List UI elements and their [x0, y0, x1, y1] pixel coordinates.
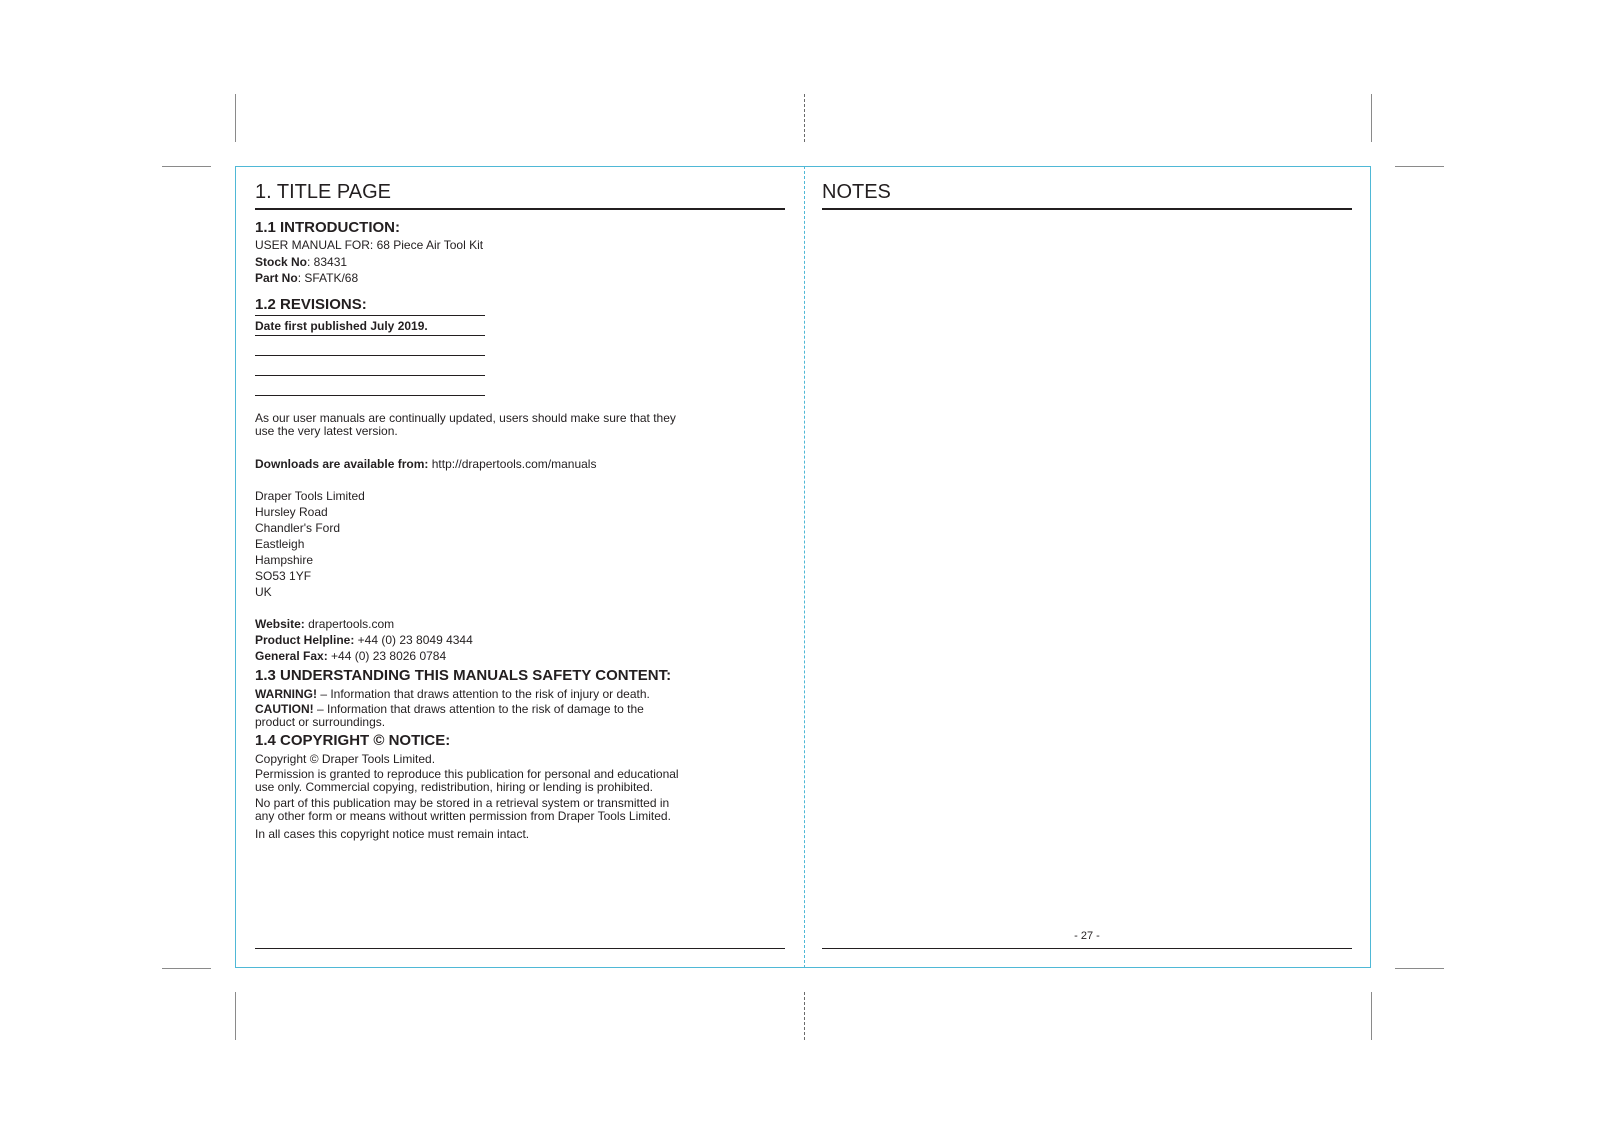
address-line: Chandler's Ford: [255, 521, 340, 535]
caution-line: CAUTION! – Information that draws attention to the risk of damage to the product or surroundings.: [255, 702, 644, 729]
crop-mark: [162, 166, 211, 167]
crop-mark: [1371, 992, 1372, 1040]
address-line: UK: [255, 585, 272, 599]
part-number: Part No: SFATK/68: [255, 271, 359, 285]
introduction-heading: 1.1 INTRODUCTION:: [255, 219, 401, 236]
website-link[interactable]: drapertools.com: [304, 617, 395, 631]
right-page: [822, 166, 1352, 210]
website-line: Website: drapertools.com: [255, 617, 395, 631]
footer-rule-left: [255, 948, 785, 949]
helpline-line: Product Helpline: +44 (0) 23 8049 4344: [255, 633, 473, 647]
fold-mark-top: [804, 94, 805, 142]
fold-mark-bottom: [804, 992, 805, 1040]
address-line: Draper Tools Limited: [255, 489, 365, 503]
downloads-line: Downloads are available from: http://drapertools.com/manuals: [255, 457, 597, 471]
crop-mark: [235, 94, 236, 142]
address-line: Hursley Road: [255, 505, 328, 519]
revision-line: [255, 376, 485, 396]
crop-mark: [1395, 166, 1444, 167]
crop-mark: [235, 992, 236, 1040]
copyright-text: Permission is granted to reproduce this publication for personal and educational use only. Commercial copying, redistribution, hiring or lending is prohibited.: [255, 767, 679, 794]
copyright-section: [255, 732, 785, 842]
stock-number: Stock No: 83431: [255, 255, 348, 269]
crop-mark: [162, 968, 211, 969]
address-line: Eastleigh: [255, 537, 305, 551]
downloads-link[interactable]: http://drapertools.com/manuals: [428, 457, 597, 471]
revisions-section: [255, 296, 785, 396]
revision-line: [255, 356, 485, 376]
revision-line: Date first published July 2019.: [255, 316, 485, 336]
contact-block: [255, 616, 785, 664]
revision-line: [255, 336, 485, 356]
copyright-text: In all cases this copyright notice must remain intact.: [255, 827, 530, 841]
page-title: 1. TITLE PAGE: [255, 166, 785, 210]
address-line: SO53 1YF: [255, 569, 312, 583]
update-note: As our user manuals are continually updated, users should make sure that they use the very latest version.: [255, 411, 676, 438]
copyright-text: Copyright © Draper Tools Limited.: [255, 752, 436, 766]
copyright-heading: 1.4 COPYRIGHT © NOTICE:: [255, 732, 451, 749]
notes-title: NOTES: [822, 166, 1352, 210]
left-page: [255, 166, 785, 842]
safety-section: [255, 667, 785, 729]
safety-heading: 1.3 UNDERSTANDING THIS MANUALS SAFETY CONTENT:: [255, 667, 672, 684]
fax-line: General Fax: +44 (0) 23 8026 0784: [255, 649, 447, 663]
footer-rule-right: [822, 948, 1352, 949]
crop-mark: [1371, 94, 1372, 142]
manual-line: USER MANUAL FOR: 68 Piece Air Tool Kit: [255, 238, 484, 252]
introduction-section: [255, 219, 785, 286]
warning-line: WARNING! – Information that draws attention to the risk of injury or death.: [255, 687, 650, 701]
address-block: [255, 488, 785, 600]
copyright-text: No part of this publication may be stored in a retrieval system or transmitted in any other form or means without written permission from Draper Tools Limited.: [255, 796, 671, 823]
revisions-heading: 1.2 REVISIONS:: [255, 296, 485, 316]
crop-mark: [1395, 968, 1444, 969]
address-line: Hampshire: [255, 553, 314, 567]
page-number: - 27 -: [1074, 930, 1100, 942]
